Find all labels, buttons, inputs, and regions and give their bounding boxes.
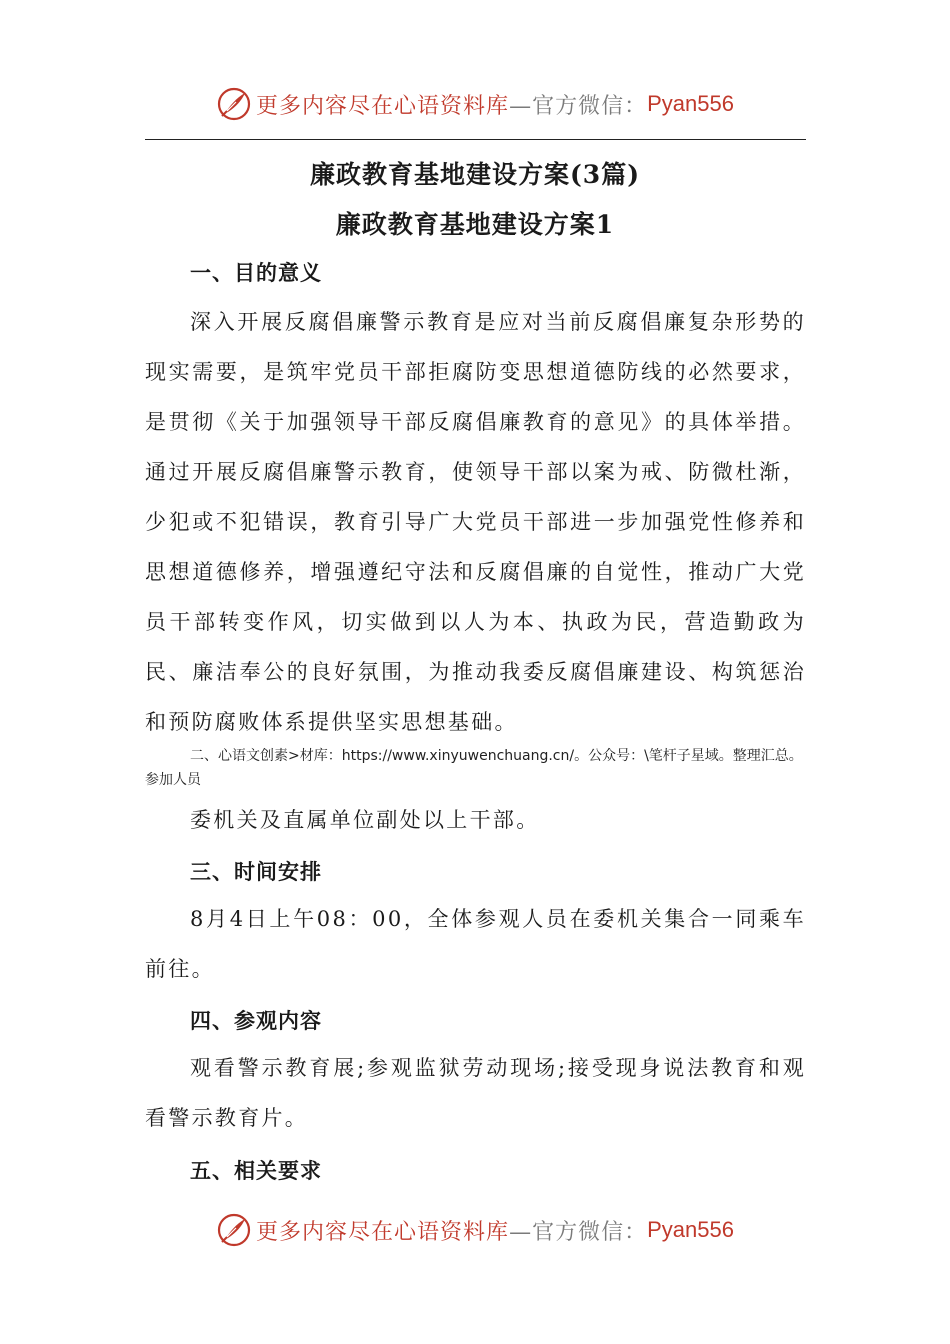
section-body-purpose: 深入开展反腐倡廉警示教育是应对当前反腐倡廉复杂形势的现实需要，是筑牢党员干部拒腐防变思想道德防线的必然要求，是贯彻《关于加强领导干部反腐倡廉教育的意见》的具体举措。通过开展反腐倡廉警示教育，使领导干部以案为戒、防微杜渐，少犯或不犯错误，教育引导广大党员干部进一步加强党性修养和思想道德修养，增强遵纪守法和反腐倡廉的自觉性，推动广大党员干部转变作风，切实做到以人为本、执政为民，营造勤政为民、廉洁奉公的良好氛围，为推动我委反腐倡廉建设、构筑惩治和预防腐败体系提供坚实思想基础。 <box>145 310 806 734</box>
section-heading-requirements: 五、相关要求 <box>190 1158 322 1183</box>
banner-suffix: —官方微信： <box>509 1219 648 1245</box>
footer-banner <box>0 1206 950 1254</box>
banner-text: 更多内容尽在心语资料库 <box>256 1219 510 1245</box>
document-subtitle: 廉政教育基地建设方案1 <box>335 210 615 239</box>
banner-suffix: —官方微信： <box>509 93 648 119</box>
section-heading-purpose: 一、目的意义 <box>190 260 322 285</box>
header-banner <box>0 80 950 128</box>
feather-pen-logo-icon <box>216 1212 252 1248</box>
section-heading-schedule: 三、时间安排 <box>190 859 322 884</box>
banner-wechat-id: Pyan556 <box>647 91 734 116</box>
header-divider <box>145 139 806 140</box>
banner-wechat-id: Pyan556 <box>647 1217 734 1242</box>
feather-pen-logo-icon <box>216 86 252 122</box>
section-body-content: 观看警示教育展;参观监狱劳动现场;接受现身说法教育和观看警示教育片。 <box>145 1056 806 1130</box>
banner-text: 更多内容尽在心语资料库 <box>256 93 510 119</box>
document-title: 廉政教育基地建设方案(3篇) <box>309 160 641 189</box>
section-heading-content: 四、参观内容 <box>190 1008 322 1033</box>
section-body-schedule: 8月4日上午08：00，全体参观人员在委机关集合一同乘车前往。 <box>145 907 806 981</box>
section-body-participants: 委机关及直属单位副处以上干部。 <box>190 808 540 832</box>
section-line-participants: 二、心语文创素>材库：https://www.xinyuwenchuang.cn/。公众号：\笔杆子星域。整理汇总。参加人员 <box>145 748 803 788</box>
